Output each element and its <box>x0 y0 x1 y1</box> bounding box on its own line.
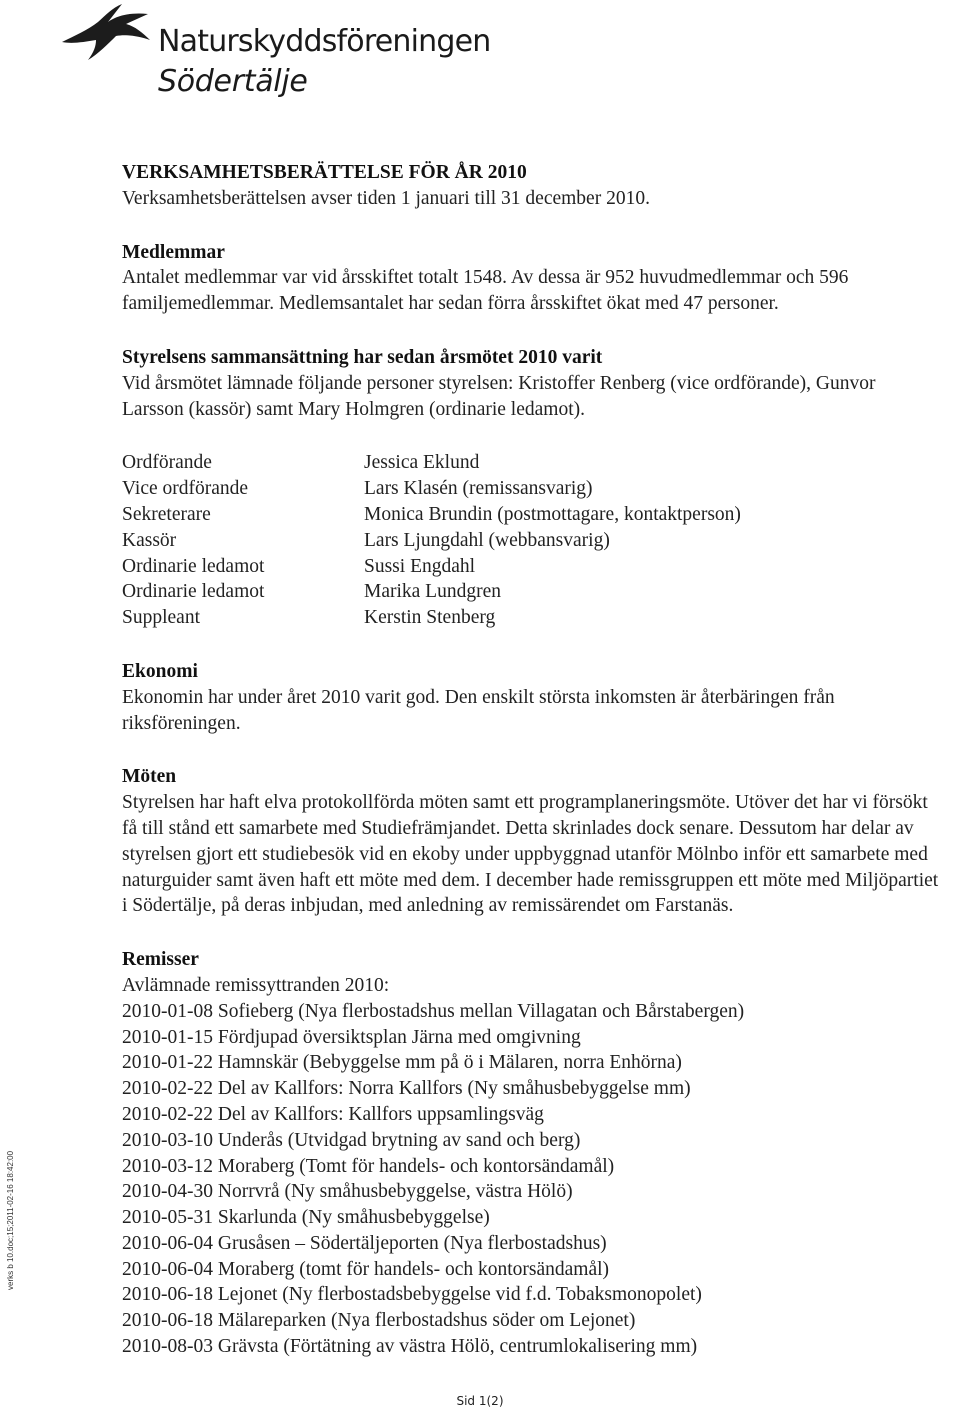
board-heading: Styrelsens sammansättning har sedan årsmötet 2010 varit <box>122 346 603 368</box>
swallow-bird-icon <box>60 0 160 80</box>
board-role: Ordinarie ledamot <box>122 581 265 603</box>
board-member-row <box>122 605 942 631</box>
board-member-row <box>122 579 942 605</box>
meetings-heading: Möten <box>122 766 177 788</box>
board-role: Vice ordförande <box>122 478 249 500</box>
members-text: Antalet medlemmar var vid årsskiftet totalt 1548. Av dessa är 952 huvudmedlemmar och 596 familjemedlemmar. Medlemsantalet har sedan förra årsskiftet ökat med 47 personer. <box>122 267 849 315</box>
board-person: Jessica Eklund <box>364 452 480 474</box>
logo-organization-name: Naturskyddsföreningen <box>158 24 491 59</box>
remisser-intro: Avlämnade remissyttranden 2010: <box>122 974 390 996</box>
document-subtitle: Verksamhetsberättelsen avser tiden 1 januari till 31 december 2010. <box>122 187 650 209</box>
economy-text: Ekonomin har under året 2010 varit god. Den enskilt största inkomsten är återbäringen från riksföreningen. <box>122 686 835 734</box>
board-person: Kerstin Stenberg <box>364 607 496 629</box>
remiss-item: 2010-06-04 Moraberg (tomt för handels- och kontorsändamål) <box>122 1258 610 1280</box>
remiss-list <box>122 999 942 1360</box>
board-member-list <box>122 450 942 631</box>
logo-chapter-name: Södertälje <box>158 64 308 99</box>
page-number: Sid 1(2) <box>456 1394 504 1408</box>
remiss-item: 2010-02-22 Del av Kallfors: Norra Kallfors (Ny småhusbebyggelse mm) <box>122 1078 691 1100</box>
members-heading: Medlemmar <box>122 241 225 263</box>
remiss-item: 2010-03-12 Moraberg (Tomt för handels- och kontorsändamål) <box>122 1155 615 1177</box>
remiss-item: 2010-01-08 Sofieberg (Nya flerbostadshus mellan Villagatan och Bårstabergen) <box>122 1000 745 1022</box>
remiss-item: 2010-01-22 Hamnskär (Bebyggelse mm på ö i Mälaren, norra Enhörna) <box>122 1052 682 1074</box>
remiss-item: 2010-04-30 Norrvrå (Ny småhusbebyggelse, västra Hölö) <box>122 1181 573 1203</box>
remiss-item: 2010-03-10 Underås (Utvidgad brytning av sand och berg) <box>122 1129 581 1151</box>
board-text: Vid årsmötet lämnade följande personer styrelsen: Kristoffer Renberg (vice ordförande), Gunvor Larsson (kassör) samt Mary Holmgren (ordinarie ledamot). <box>122 372 876 420</box>
board-person: Lars Klasén (remissansvarig) <box>364 478 593 500</box>
board-role: Kassör <box>122 529 177 551</box>
board-member-row <box>122 450 942 476</box>
economy-heading: Ekonomi <box>122 660 198 682</box>
remiss-item: 2010-06-18 Lejonet (Ny flerbostadsbebyggelse vid f.d. Tobaksmonopolet) <box>122 1284 702 1306</box>
document-file-stamp: verks b 10.doc;15;2011-02-16 18:42:00 <box>6 1150 15 1290</box>
board-role: Ordinarie ledamot <box>122 555 265 577</box>
organization-logo <box>60 0 520 110</box>
remisser-heading: Remisser <box>122 949 199 971</box>
document-body <box>122 160 942 1360</box>
document-title: VERKSAMHETSBERÄTTELSE FÖR ÅR 2010 <box>122 162 527 183</box>
board-member-row <box>122 502 942 528</box>
board-member-row <box>122 476 942 502</box>
remiss-item: 2010-02-22 Del av Kallfors: Kallfors uppsamlingsväg <box>122 1103 544 1125</box>
remiss-item: 2010-05-31 Skarlunda (Ny småhusbebyggelse) <box>122 1207 490 1229</box>
board-role: Suppleant <box>122 607 200 629</box>
remiss-item: 2010-01-15 Fördjupad översiktsplan Järna med omgivning <box>122 1026 581 1048</box>
board-role: Ordförande <box>122 452 212 474</box>
board-person: Lars Ljungdahl (webbansvarig) <box>364 529 610 551</box>
board-person: Monica Brundin (postmottagare, kontaktperson) <box>364 503 741 525</box>
remiss-item: 2010-08-03 Grävsta (Förtätning av västra Hölö, centrumlokalisering mm) <box>122 1336 698 1358</box>
board-member-row <box>122 528 942 554</box>
remiss-item: 2010-06-18 Mälareparken (Nya flerbostadshus söder om Lejonet) <box>122 1310 636 1332</box>
meetings-text: Styrelsen har haft elva protokollförda möten samt ett programplaneringsmöte. Utöver det har vi försökt få till stånd ett samarbete med Studiefrämjandet. Detta skrinlades dock senare. Dessutom har delar av styrelsen gjort ett studiebesök vid en ekoby under uppbyggnad utanför Mölnbo inför ett samarbete med naturguider samt även haft ett möte med dem. I december hade remissgruppen ett möte med Miljöpartiet i Södertälje, på deras inbjudan, med anledning av remissärendet om Farstanäs. <box>122 792 939 917</box>
board-person: Sussi Engdahl <box>364 555 476 577</box>
board-person: Marika Lundgren <box>364 581 501 603</box>
board-role: Sekreterare <box>122 503 211 525</box>
remiss-item: 2010-06-04 Grusåsen – Södertäljeporten (Nya flerbostadshus) <box>122 1232 607 1254</box>
board-member-row <box>122 554 942 580</box>
